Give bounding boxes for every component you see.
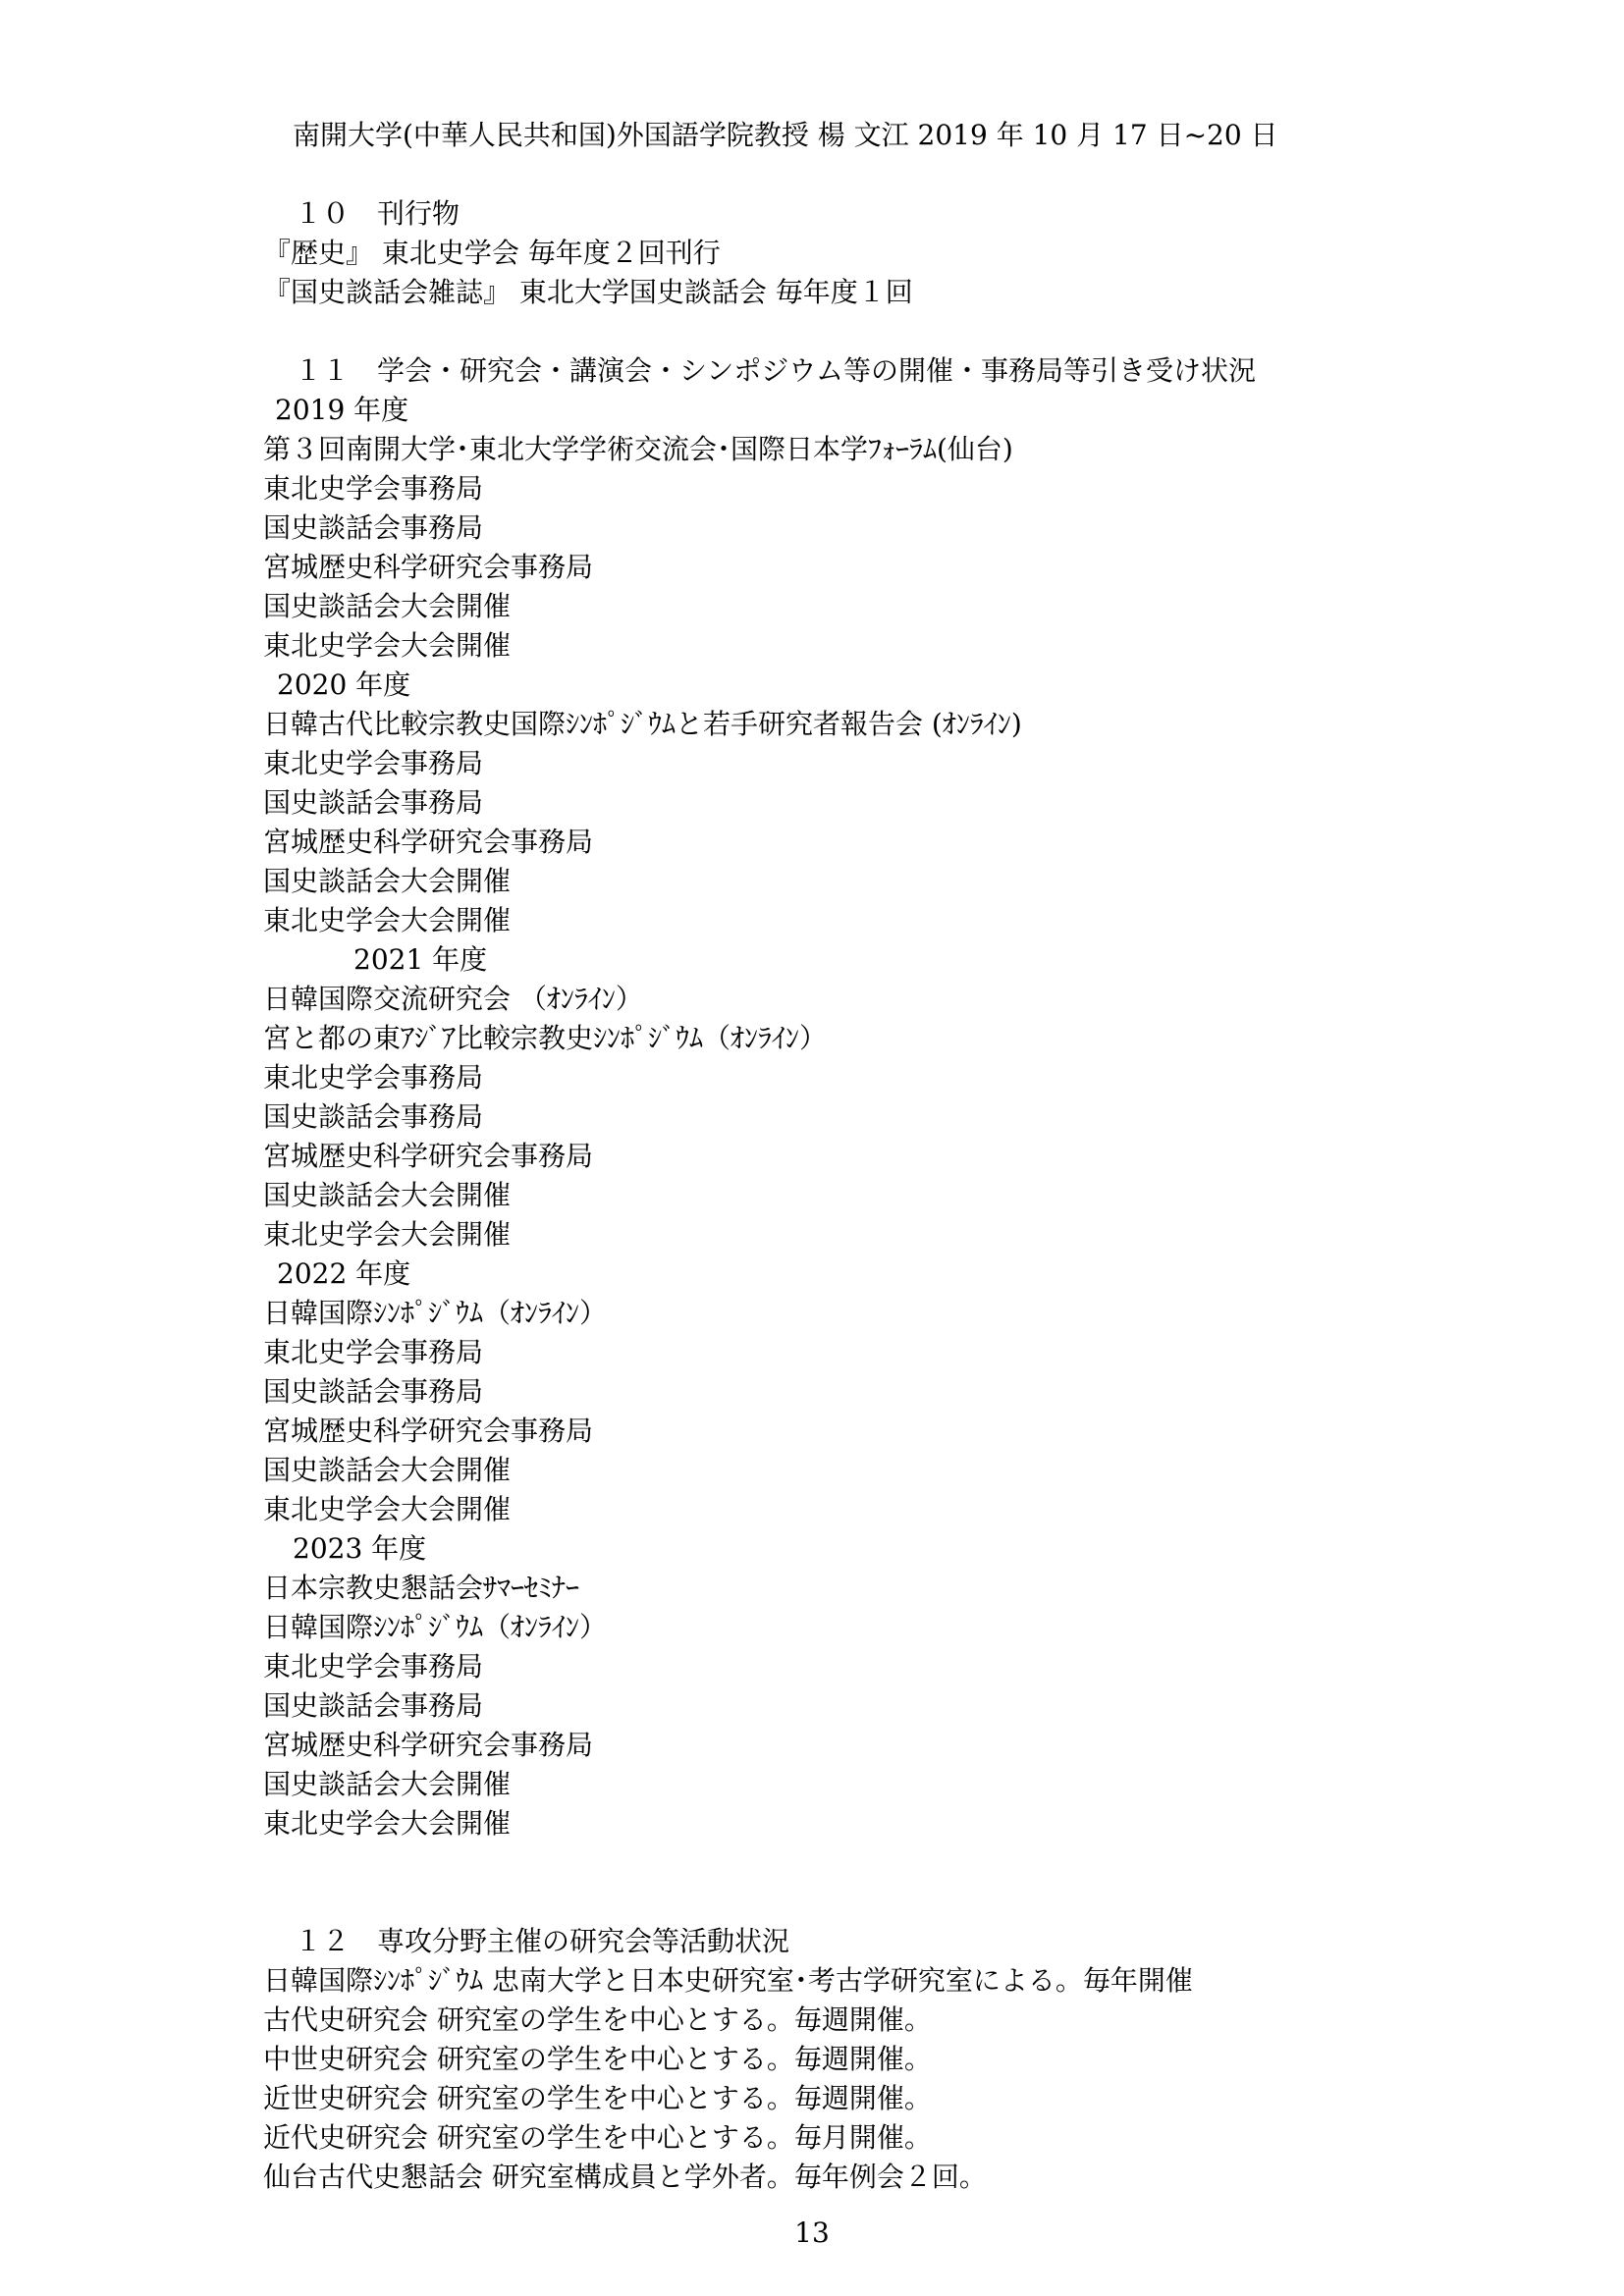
list-item: 日韓国際ｼﾝﾎﾟｼﾞｳﾑ 忠南大学と日本史研究室･考古学研究室による。毎年開催 xyxy=(263,1964,1193,1997)
list-item: 宮城歴史科学研究会事務局 xyxy=(263,826,594,858)
list-item: 東北史学会事務局 xyxy=(263,472,484,505)
list-item: 日韓古代比較宗教史国際ｼﾝﾎﾟｼﾞｳﾑと若手研究者報告会 (ｵﾝﾗｲﾝ) xyxy=(263,708,1022,740)
list-item: 古代史研究会 研究室の学生を中心とする。毎週開催。 xyxy=(263,2003,932,2036)
year-heading-2023: 2023 年度 xyxy=(293,1532,427,1565)
list-item: 日韓国際交流研究会 （ｵﾝﾗｲﾝ） xyxy=(263,983,643,1015)
list-item: 国史談話会事務局 xyxy=(263,1689,484,1722)
list-item: 『国史談話会雑誌』 東北大学国史談話会 毎年度１回 xyxy=(263,276,913,308)
list-item: 第３回南開大学･東北大学学術交流会･国際日本学ﾌｫｰﾗﾑ(仙台) xyxy=(263,433,1013,465)
section-11-heading: １１ 学会・研究会・講演会・シンポジウム等の開催・事務局等引き受け状況 xyxy=(295,354,1257,387)
year-heading-2020: 2020 年度 xyxy=(277,668,411,701)
list-item: 『歴史』 東北史学会 毎年度２回刊行 xyxy=(263,237,721,269)
section-12-heading: １２ 専攻分野主催の研究会等活動状況 xyxy=(295,1925,790,1957)
year-heading-2022: 2022 年度 xyxy=(277,1257,411,1290)
list-item: 仙台古代史懇話会 研究室構成員と学外者。毎年例会２回。 xyxy=(263,2161,987,2193)
list-item: 日本宗教史懇話会ｻﾏｰｾﾐﾅｰ xyxy=(263,1572,580,1604)
year-heading-2021: 2021 年度 xyxy=(353,943,488,976)
list-item: 宮城歴史科学研究会事務局 xyxy=(263,1729,594,1761)
list-item: 東北史学会大会開催 xyxy=(263,1493,512,1525)
list-item: 東北史学会事務局 xyxy=(263,747,484,779)
list-item: 国史談話会事務局 xyxy=(263,511,484,544)
list-item: 東北史学会事務局 xyxy=(263,1061,484,1094)
list-item: 近代史研究会 研究室の学生を中心とする。毎月開催。 xyxy=(263,2121,932,2154)
list-item: 東北史学会大会開催 xyxy=(263,629,512,662)
list-item: 宮城歴史科学研究会事務局 xyxy=(263,1415,594,1447)
list-item: 東北史学会大会開催 xyxy=(263,1218,512,1251)
list-item: 宮城歴史科学研究会事務局 xyxy=(263,1140,594,1172)
list-item: 国史談話会事務局 xyxy=(263,1375,484,1408)
list-item: 東北史学会大会開催 xyxy=(263,904,512,936)
list-item: 国史談話会大会開催 xyxy=(263,1454,512,1486)
list-item: 国史談話会事務局 xyxy=(263,786,484,819)
section-10-heading: １０ 刊行物 xyxy=(295,197,460,230)
header-line: 南開大学(中華人民共和国)外国語学院教授 楊 文江 2019 年 10 月 17 日~20 日 xyxy=(293,119,1278,151)
list-item: 国史談話会大会開催 xyxy=(263,1179,512,1211)
list-item: 東北史学会大会開催 xyxy=(263,1807,512,1840)
list-item: 国史談話会大会開催 xyxy=(263,1768,512,1800)
list-item: 日韓国際ｼﾝﾎﾟｼﾞｳﾑ（ｵﾝﾗｲﾝ） xyxy=(263,1611,608,1643)
list-item: 東北史学会事務局 xyxy=(263,1336,484,1368)
year-heading-2019: 2019 年度 xyxy=(275,394,409,426)
list-item: 近世史研究会 研究室の学生を中心とする。毎週開催。 xyxy=(263,2082,932,2114)
list-item: 東北史学会事務局 xyxy=(263,1650,484,1682)
list-item: 国史談話会大会開催 xyxy=(263,590,512,622)
page-number: 13 xyxy=(794,2216,830,2249)
list-item: 国史談話会事務局 xyxy=(263,1100,484,1133)
list-item: 国史談話会大会開催 xyxy=(263,865,512,897)
list-item: 日韓国際ｼﾝﾎﾟｼﾞｳﾑ（ｵﾝﾗｲﾝ） xyxy=(263,1297,608,1329)
list-item: 宮城歴史科学研究会事務局 xyxy=(263,551,594,583)
list-item: 宮と都の東ｱｼﾞｱ比較宗教史ｼﾝﾎﾟｼﾞｳﾑ（ｵﾝﾗｲﾝ） xyxy=(263,1022,828,1054)
list-item: 中世史研究会 研究室の学生を中心とする。毎週開催。 xyxy=(263,2043,932,2075)
